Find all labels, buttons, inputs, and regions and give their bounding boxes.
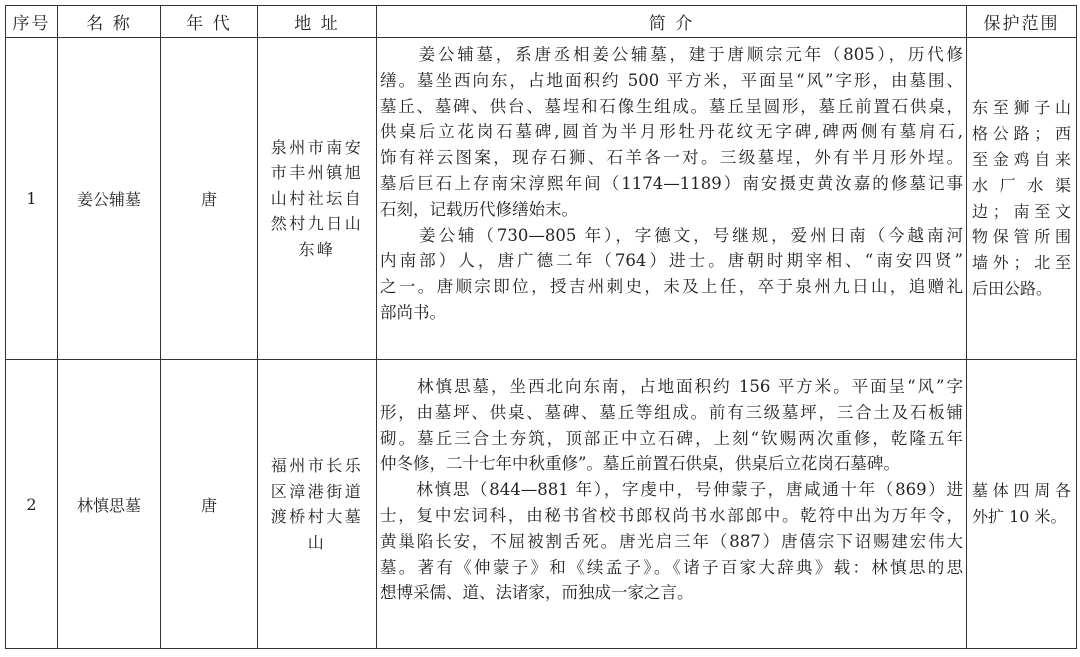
text-line: 后田公路。 [972,278,1053,298]
text-line: 墓。著有《伸蒙子》和《续孟子》。《诸子百家大辞典》载：林慎思的思 [380,557,963,577]
text-line: 姜公辅（730—805 年），字德文，号继规，爱州日南（今越南河 [380,225,963,245]
table-row [6,360,1077,649]
intro-paragraph [380,374,963,477]
text-line: 供桌后立花岗石墓碑,圆首为半月形牡丹花纹无字碑,碑两侧有墓肩石, [380,122,963,142]
text-line: 砌。墓丘三合土夯筑，顶部正中立石碑，上刻“钦赐两次重修，乾隆五年 [380,428,963,448]
intro-paragraph [380,477,963,606]
text-line: 格公路；西 [972,124,1071,144]
row-intro [377,38,967,360]
text-line: 东至狮子山 [972,98,1071,118]
text-line: 水 厂 水 渠 [972,175,1071,195]
text-line: 部尚书。 [380,302,446,322]
row-era: 唐 [161,360,258,649]
text-line: 墓体四周各 [972,481,1071,501]
text-line: 物保管所围 [972,227,1071,247]
text-line: 内南部）人，唐广德二年（764）进士。唐朝时期宰相、“南安四贤” [380,251,963,271]
text-line: 黄巢陷长安，不屈被割舌死。唐光启三年（887）唐僖宗下诏赐建宏伟大 [380,531,963,551]
text-line: 福州市长乐 [270,456,364,475]
text-line: 泉州市南安 [270,137,364,157]
row-intro [377,360,967,649]
header-no: 序号 [6,6,58,38]
text-line: 至金鸡自来 [972,149,1071,169]
text-line: 林慎思墓，坐西北向东南，占地面积约 156 平方米。平面呈“风”字 [380,377,963,396]
text-line: 东峰 [298,239,336,259]
table-row [6,38,1077,360]
header-row [6,6,1077,38]
text-line: 之一。唐顺宗即位，授吉州刺史，未及上任，卒于泉州九日山，追赠礼 [380,277,963,297]
text-line: 缮。墓坐西向东，占地面积约 500 平方米，平面呈“风”字形，由墓围、 [380,70,963,90]
text-line: 边；南至文 [972,201,1071,221]
row-name: 姜公辅墓 [58,38,161,360]
intro-paragraph [380,42,963,223]
text-line: 士，复中宏词科，由秘书省校书郎权尚书水部郎中。乾符中出为万年令， [380,505,963,525]
header-intro: 简 介 [377,6,967,38]
row-era: 唐 [161,38,258,360]
row-name: 林慎思墓 [58,360,161,649]
text-line: 石刻，记载历代修缮始末。 [380,199,578,219]
text-line: 姜公辅墓，系唐丞相姜公辅墓，建于唐顺宗元年（805），历代修 [380,45,963,64]
text-line: 想博采儒、道、法诸家，而独成一家之言。 [380,583,694,603]
header-address: 地 址 [258,6,377,38]
header-era: 年 代 [161,6,258,38]
intro-paragraph [380,223,963,326]
text-line: 外扩 10 米。 [972,507,1067,526]
text-line: 山 [307,532,327,552]
text-line: 山村社坛自 [270,188,364,208]
text-line: 林慎思（844—881 年），字虔中，号伸蒙子，唐咸通十年（869）进 [380,480,963,500]
header-name: 名 称 [58,6,161,38]
text-line: 然村九日山 [270,214,364,234]
text-line: 区漳港街道 [270,481,364,501]
text-line: 墓后巨石上存南宋淳熙年间（1174—1189）南安摄吏黄汝嘉的修墓记事 [380,173,963,193]
row-address [258,38,377,360]
text-line: 墙外；北至 [972,253,1071,273]
text-line: 市丰州镇旭 [270,163,364,183]
header-protection: 保护范围 [967,6,1077,38]
row-protection [967,360,1077,649]
row-address [258,360,377,649]
text-line: 渡桥村大墓 [270,507,364,526]
text-line: 仲冬修，二十七年中秋重修”。墓丘前置石供桌，供桌后立花岗石墓碑。 [380,454,900,474]
text-line: 墓丘、墓碑、供台、墓埕和石像生组成。墓丘呈圆形，墓丘前置石供桌， [380,96,963,116]
text-line: 饰有祥云图案，现存石狮、石羊各一对。三级墓埕，外有半月形外埕。 [380,148,963,168]
heritage-table [5,5,1077,649]
text-line: 形，由墓坪、供桌、墓碑、墓丘等组成。前有三级墓坪，三合土及石板铺 [380,402,963,422]
row-no: 2 [6,360,58,649]
row-protection [967,38,1077,360]
row-no: 1 [6,38,58,360]
